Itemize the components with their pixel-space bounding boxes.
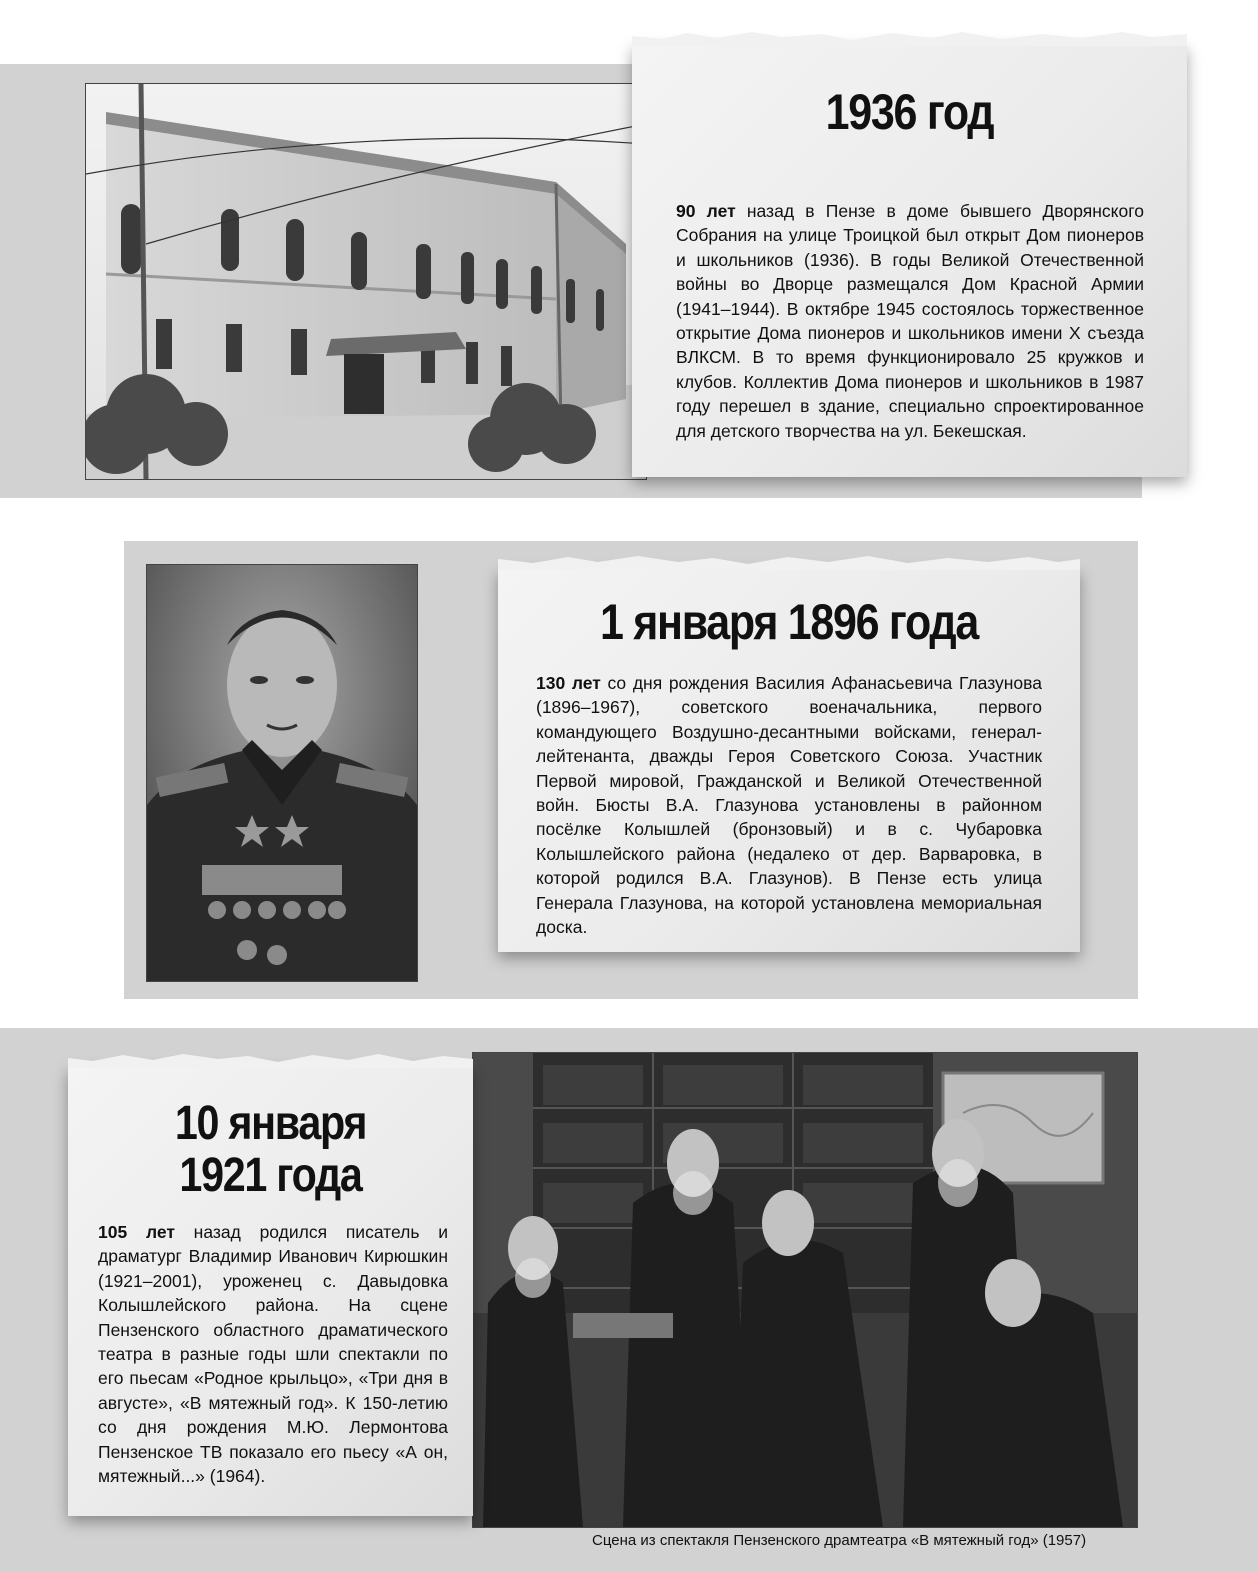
note-lead: 90 лет [676,201,736,221]
photo-caption: Сцена из спектакля Пензенского драмтеатра «В мятежный год» (1957) [592,1532,1087,1549]
note-lead: 130 лет [536,673,601,693]
torn-edge [498,554,1080,570]
note-1921 [68,1066,473,1516]
note-text [98,1220,448,1488]
note-title: 1 января 1896 года [599,594,979,650]
note-title-line-1: 10 января [174,1097,367,1150]
note-title-line-2: 1921 года [179,1149,362,1202]
note-text [536,671,1042,939]
note-1896 [498,568,1080,952]
torn-edge [68,1052,473,1068]
note-title [96,1098,444,1202]
note-body: назад родился писатель и драматург Владимир Иванович Кирюшкин (1921–2001), уроженец с. Давыдовка Колышлейского района. На сцене Пензенского областного драматического театра в разные годы шли спектакли по его пьесам «Родное крыльцо», «Три дня в августе», «В мятежный год». К 150-летию со дня рождения М.Ю. Лермонтова Пензенское ТВ показало его пьесу «А он, мятежный...» (1964). [98,1222,448,1487]
note-body: со дня рождения Василия Афанасьевича Глазунова (1896–1967), советского военачальника, первого командующего Воздушно-десантными войсками, генерал-лейтенанта, дважды Героя Советского Союза. Участник Первой мировой, Гражданской и Великой Отечественной войн. Бюсты В.А. Глазунова установлены в районном посёлке Колышлей (бронзовый) и в с. Чубаровка Колышлейского района (недалеко от дер. Варваровка, в которой родился В.А. Глазунов). В Пензе есть улица Генерала Глазунова, на которой установлена мемориальная доска. [536,673,1042,938]
building-photo [85,83,647,480]
note-title: 1936 год [825,84,994,140]
note-body: назад в Пензе в доме бывшего Дворянского Собрания на улице Троицкой был открыт Дом пионеров и школьников (1936). В годы Великой Отечественной войны во Дворце размещался Дом Красной Армии (1941–1944). В октябре 1945 состоялось торжественное открытие Дома пионеров и школьников имени Х съезда ВЛКСМ. В то время функционировало 25 кружков и клубов. Коллектив Дома пионеров и школьников в 1987 году перешел в здание, специально спроектированное для детского творчества на ул. Бекешская. [676,201,1144,441]
note-text [676,199,1144,443]
note-1936 [632,44,1187,477]
portrait-photo [146,564,418,982]
stage-photo [472,1052,1138,1528]
torn-edge [632,30,1187,46]
note-lead: 105 лет [98,1222,175,1242]
